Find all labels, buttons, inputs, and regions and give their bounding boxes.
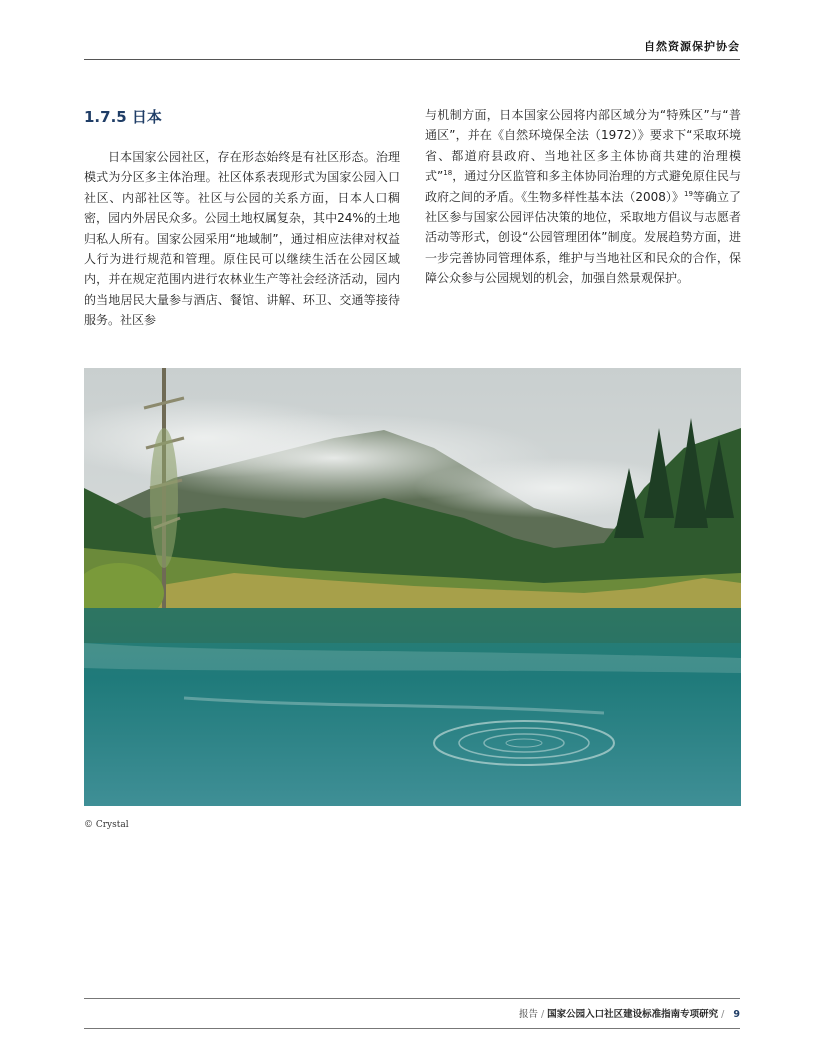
footer xyxy=(519,1006,740,1020)
header-organization: 自然资源保护协会 xyxy=(644,40,740,53)
footer-label: 报告 xyxy=(518,1009,538,1020)
left-column xyxy=(84,147,400,331)
lake-photo xyxy=(84,368,741,806)
text-segment: 与机制方面，日本国家公园将内部区域分为“特殊区”与“普通区”，并在《自然环境保全法（1972）》要求下“采取环境省、都道府县政府、当地社区多主体协商共建的治理模式” xyxy=(425,108,741,184)
section-title: 1.7.5 日本 xyxy=(84,108,162,126)
footer-separator: / xyxy=(721,1009,725,1020)
header-divider xyxy=(84,59,740,60)
footer-document-title: 国家公园入口社区建设标准指南专项研究 xyxy=(547,1009,719,1020)
body-paragraph: 日本国家公园社区，存在形态始终是有社区形态。治理模式为分区多主体治理。社区体系表现形式为国家公园入口社区、内部社区等。社区与公园的关系方面，日本人口稠密，园内外居民众多。公园土地权属复杂，其中24%的土地归私人所有。国家公园采用“地域制”，通过相应法律对权益人行为进行规范和管理。原住民可以继续生活在公园区域内，并在规定范围内进行农林业生产等社会经济活动，园内的当地居民大量参与酒店、餐馆、讲解、环卫、交通等接待服务。社区参 xyxy=(84,150,400,328)
footer-divider-bottom xyxy=(84,1028,740,1029)
footer-separator: / xyxy=(540,1009,545,1020)
text-segment: 等确立了社区参与国家公园评估决策的地位，采取地方倡议与志愿者活动等形式，创设“公园管理团体”制度。发展趋势方面，进一步完善协同管理体系，维护与当地社区和民众的合作，保障公众参与公园规划的机会，加强自然景观保护。 xyxy=(425,189,741,286)
body-paragraph xyxy=(425,105,741,289)
footer-divider-top xyxy=(84,998,740,999)
photo-credit: © Crystal xyxy=(84,820,129,830)
footnote-ref: 19 xyxy=(683,189,693,198)
right-column xyxy=(425,105,741,289)
page-number: 9 xyxy=(733,1009,740,1020)
text-segment: ，通过分区监管和多主体协同治理的方式避免原住民与政府之间的矛盾。《生物多样性基本法（2008）》 xyxy=(425,169,741,204)
footnote-ref: 18 xyxy=(443,169,453,178)
